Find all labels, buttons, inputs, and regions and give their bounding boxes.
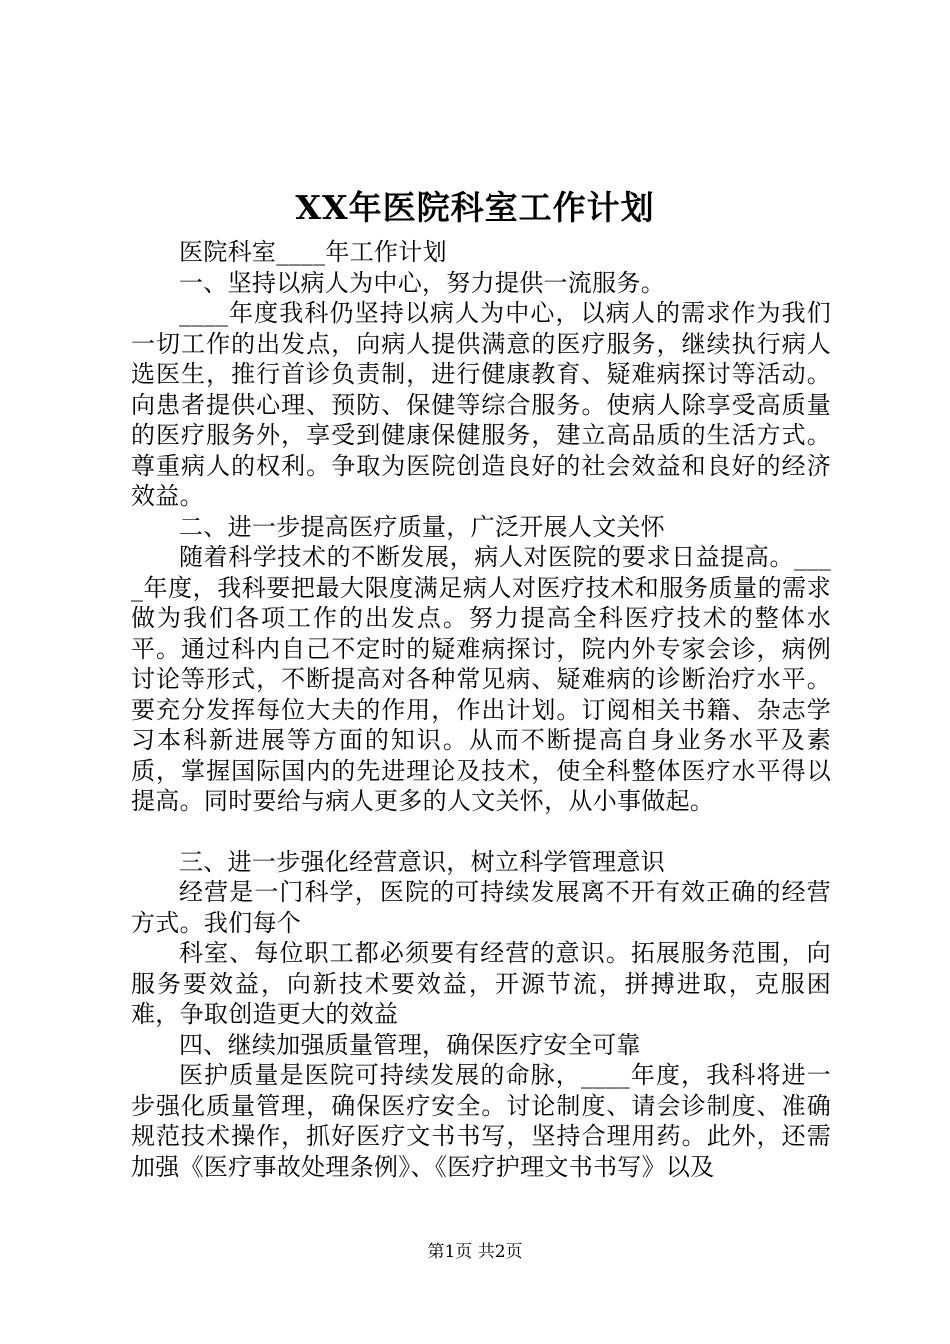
page-footer: 第1页 共2页: [427, 1242, 523, 1262]
section-2-body: 随着科学技术的不断发展，病人对医院的要求日益提高。____年度，我科要把最大限度满足病人对医疗技术和服务质量的需求做为我们各项工作的出发点。努力提高全科医疗技术的整体水平。通过科内自己不定时的疑难病探讨，院内外专家会诊，病例讨论等形式，不断提高对各种常见病、疑难病的诊断治疗水平。要充分发挥每位大夫的作用，作出计划。订阅相关书籍、杂志学习本科新进展等方面的知识。从而不断提高自身业务水平及素质，掌握国际国内的先进理论及技术，使全科整体医疗水平得以提高。同时要给与病人更多的人文关怀，从小事做起。: [131, 543, 831, 815]
document-body: [131, 237, 831, 1182]
section-3-body-part-1: 经营是一门科学，医院的可持续发展离不开有效正确的经营方式。我们每个: [131, 878, 831, 937]
document-title: XX年医院科室工作计划: [295, 188, 655, 227]
section-4-body: 医护质量是医院可持续发展的命脉，____年度，我科将进一步强化质量管理，确保医疗安全。讨论制度、请会诊制度、准确规范技术操作，抓好医疗文书书写，坚持合理用药。此外，还需加强《医疗事故处理条例》、《医疗护理文书书写》以及: [131, 1061, 831, 1181]
section-1-heading: 一、坚持以病人为中心，努力提供一流服务。: [179, 268, 665, 297]
section-1-body: ____年度我科仍坚持以病人为中心，以病人的需求作为我们一切工作的出发点，向病人提供满意的医疗服务，继续执行病人选医生，推行首诊负责制，进行健康教育、疑难病探讨等活动。向患者提供心理、预防、保健等综合服务。使病人除享受高质量的医疗服务外，享受到健康保健服务，建立高品质的生活方式。尊重病人的权利。争取为医院创造良好的社会效益和良好的经济效益。: [131, 299, 831, 510]
plan-heading: 医院科室____年工作计划: [179, 238, 447, 266]
section-2-heading: 二、进一步提高医疗质量，广泛开展人文关怀: [179, 512, 665, 541]
section-3-body-part-2: 科室、每位职工都必须要有经营的意识。拓展服务范围，向服务要效益，向新技术要效益，开源节流，拼搏进取，克服困难，争取创造更大的效益: [131, 939, 831, 1028]
section-4-heading: 四、继续加强质量管理，确保医疗安全可靠: [179, 1030, 641, 1059]
section-3-heading: 三、进一步强化经营意识，树立科学管理意识: [179, 847, 665, 876]
